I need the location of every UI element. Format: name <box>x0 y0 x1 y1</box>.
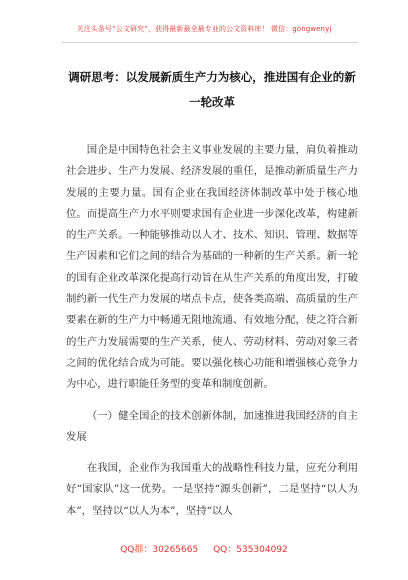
document-body <box>66 140 358 532</box>
header-divider <box>62 42 358 43</box>
body-paragraph-1: 国企是中国特色社会主义事业发展的主要力量，肩负着推动社会进步、生产力发展、经济发展的重任，是推动新质量生产力发展的主要力量。国有企业在我国经济体制改革中处于核心地位。而提高生产力水平则要求国有企业进一步深化改革，构建新的生产关系。一种能够推动以人才、技术、知识、管理、数据等生产因素和它们之间的结合为基础的一种新的生产关系。新一轮的国有企业改革深化提高行动旨在从生产关系的角度出发，打破制约新一代生产力发展的堵点卡点，使各类高端、高质量的生产要素在新的生产力中畅通无阻地流通、有效地分配，使之符合新的生产力发展需要的生产关系，使人、劳动材料、劳动对象三者之间的优化结合成为可能。要以强化核心功能和增强核心竞争力为中心，进行职能任务型的变革和制度创新。 <box>66 144 358 391</box>
document-title <box>66 65 358 115</box>
document-title-line-2: 一轮改革 <box>189 95 235 109</box>
header-banner: 关注头条号“公文研究”，获得最新最全最专业的公文资料库！ 微信：gongwenyj <box>76 25 332 33</box>
footer-qq: QQ：535304092 <box>213 545 288 555</box>
document-title-line-1: 调研思考：以发展新质生产力为核心，推进国有企业的新 <box>68 70 356 84</box>
footer-qq-group: QQ群：30265665 <box>120 545 199 555</box>
section-heading-1: （一）健全国企的技术创新体制，加速推进我国经济的自主发展 <box>66 409 358 443</box>
footer-contact <box>0 542 408 555</box>
body-paragraph-2: 在我国，企业作为我国重大的战略性科技力量，应充分利用好“国家队”这一优势。一是坚持“源头创新”，二是坚持“以人为本”，坚持以“以人为本”，坚持“以人 <box>66 462 358 517</box>
